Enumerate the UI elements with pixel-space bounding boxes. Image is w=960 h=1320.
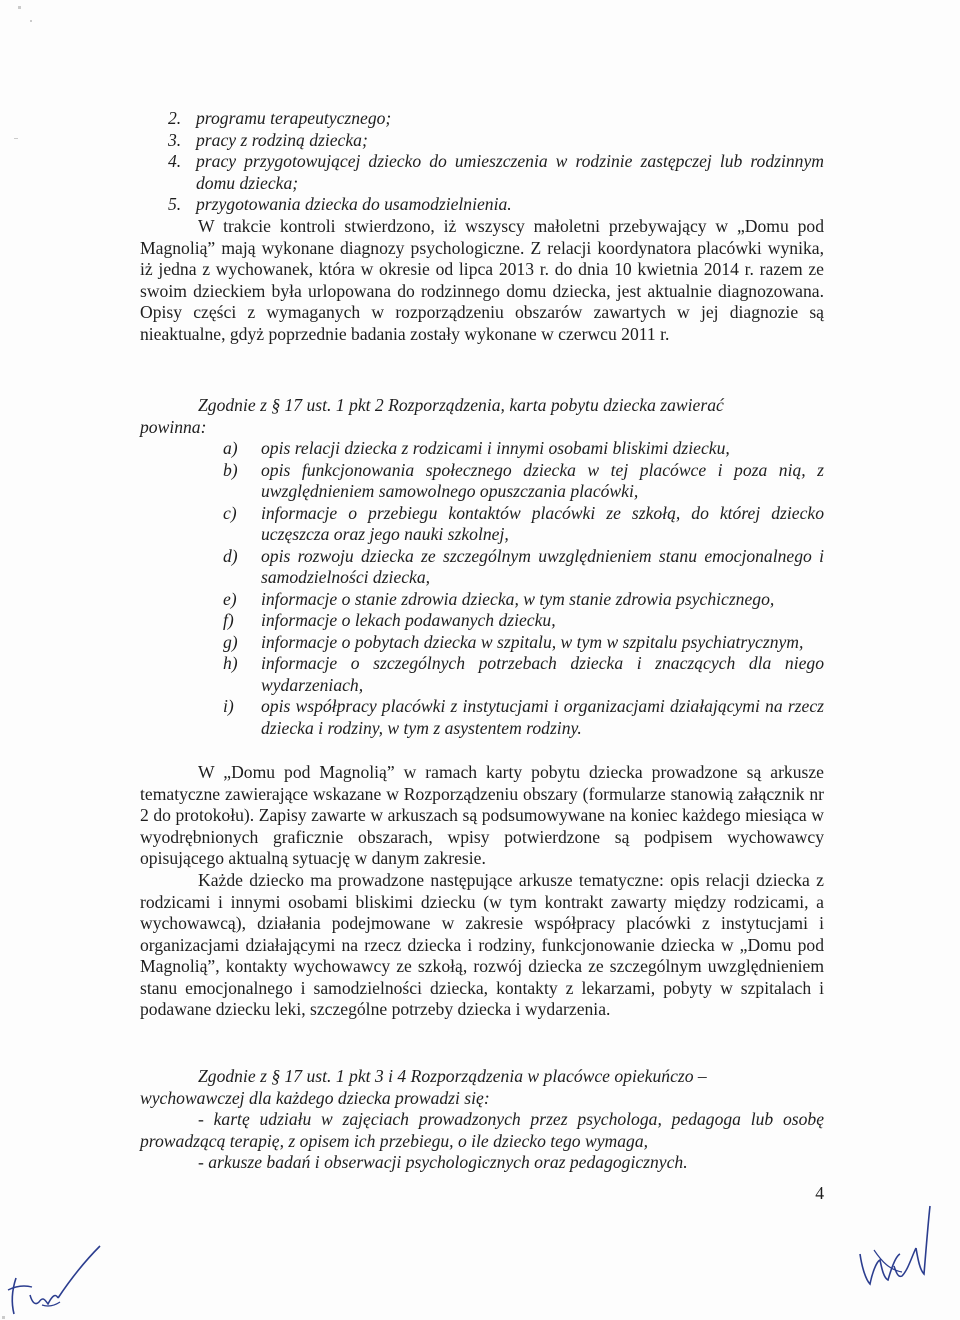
list-item — [195, 610, 824, 632]
list-item-number: 3. — [168, 129, 182, 150]
list-item-text: informacje o szczególnych potrzebach dziecka i znaczących dla niego wydarzeniach, — [261, 653, 824, 695]
handwritten-initials-right — [850, 1200, 950, 1300]
list-item — [195, 653, 824, 696]
karta-intro-line-2: powinna: — [140, 416, 207, 437]
list-item — [195, 589, 824, 611]
list-item — [168, 130, 824, 152]
karta-intro-line-1: Zgodnie z § 17 ust. 1 pkt 2 Rozporządzenia, karta pobytu dziecka zawierać — [198, 395, 724, 415]
pkt34-line-1: Zgodnie z § 17 ust. 1 pkt 3 i 4 Rozporządzenia w placówce opiekuńczo – — [198, 1066, 707, 1086]
list-item-letter: g) — [223, 631, 238, 652]
paragraph-control-findings: W trakcie kontroli stwierdzono, iż wszyscy małoletni przebywający w „Domu pod Magnolią” mają wykonane diagnozy psychologiczne. Z relacji koordynatora placówki wynika, iż jedna z wychowanek, która w okresie od lipca 2013 r. do dnia 10 kwietnia 2014 r. razem ze swoim dzieckiem była urlopowana do rodzinnego domu dziecka, jest aktualnie diagnozowana. Opisy części z wymaganych w rozporządzeniu obszarów zawartych w jej diagnozie są nieaktualne, gdyż poprzednie badania zostały wykonane w czerwcu 2011 r. — [140, 216, 824, 344]
list-item-letter: i) — [223, 696, 234, 716]
scan-speck — [18, 6, 21, 9]
list-item — [168, 194, 824, 216]
list-item — [195, 696, 824, 739]
list-item-number: 4. — [168, 151, 182, 171]
list-item — [195, 438, 824, 460]
list-item-text: programu terapeutycznego; — [196, 108, 392, 128]
list-item — [195, 460, 824, 503]
dash-item: - arkusze badań i obserwacji psychologicznych oraz pedagogicznych. — [198, 1152, 688, 1172]
list-item-letter: f) — [223, 610, 234, 630]
list-item-letter: d) — [223, 545, 238, 566]
list-item — [195, 503, 824, 546]
list-item-text: pracy z rodziną dziecka; — [196, 129, 368, 150]
list-item — [168, 151, 824, 194]
list-item-text: przygotowania dziecka do usamodzielnienia. — [196, 194, 512, 214]
page-number: 4 — [815, 1183, 824, 1203]
scan-speck — [30, 20, 32, 22]
list-item-letter: b) — [223, 459, 238, 480]
list-item — [168, 108, 824, 130]
list-item-text: opis relacji dziecka z rodzicami i innymi osobami bliskimi dziecku, — [261, 438, 730, 458]
list-item-letter: c) — [223, 502, 237, 523]
list-item-text: opis rozwoju dziecka ze szczególnym uwzględnieniem stanu emocjonalnego i samodzielności dziecka, — [261, 545, 824, 587]
list-item-text: informacje o stanie zdrowia dziecka, w tym stanie zdrowia psychicznego, — [261, 588, 775, 609]
list-item-text: opis współpracy placówki z instytucjami i organizacjami działającymi na rzecz dziecka i rodziny, w tym z asystentem rodziny. — [261, 696, 824, 738]
list-item — [195, 546, 824, 589]
dash-item: - kartę udziału w zajęciach prowadzonych przez psychologa, pedagoga lub osobę prowadzącą terapię, z opisem ich przebiegu, o ile dziecko tego wymaga, — [140, 1109, 824, 1151]
scan-speck — [14, 138, 18, 139]
paragraph-pkt-3-4 — [140, 1066, 824, 1174]
numbered-list — [168, 108, 824, 216]
paragraph-arkusze: W „Domu pod Magnolią” w ramach karty pobytu dziecka prowadzone są arkusze tematyczne zawierające wskazane w Rozporządzeniu obszary (formularze stanowią załącznik nr 2 do protokołu). Zapisy zawarte w arkuszach są podsumowywane na koniec każdego miesiąca w wyodrębnionych graficznie obszarach, wpisy potwierdzone są podpisem wychowawcy opisującego aktualną sytuację w danym zakresie. — [140, 762, 824, 868]
scan-speck — [2, 1316, 5, 1319]
list-item-text: informacje o pobytach dziecka w szpitalu, w tym w szpitalu psychiatrycznym, — [261, 631, 804, 652]
list-item-letter: e) — [223, 588, 237, 609]
paragraph-kazde-dziecko: Każde dziecko ma prowadzone następujące arkusze tematyczne: opis relacji dziecka z rodzicami i innymi osobami bliskimi dziecku (w tym kontrakt zawarty między rodzicami, a wychowawcą), działania podejmowane w zakresie współpracy placówki z instytucjami i organizacjami działającymi na rzecz dziecka i rodziny, funkcjonowanie dziecka w „Domu pod Magnolią”, kontakty wychowawcy ze szkołą, rozwój dziecka ze szczególnym uwzględnieniem stanu emocjonalnego i samodzielności dziecka, kontakty z lekarzami, pobyty w szpitalach i podawane dziecku leki, szczególne potrzeby dziecka i wydarzenia. — [140, 870, 824, 1019]
karta-requirements-list — [223, 438, 824, 739]
list-item-letter: h) — [223, 653, 238, 673]
handwritten-initials-left — [2, 1240, 112, 1320]
list-item-text: informacje o przebiegu kontaktów placówki ze szkołą, do której dziecko uczęszcza oraz jego nauki szkolnej, — [261, 502, 824, 544]
list-item-letter: a) — [223, 438, 238, 458]
pkt34-line-2: wychowawczej dla każdego dziecka prowadzi się: — [140, 1087, 490, 1108]
list-item-number: 2. — [168, 108, 182, 128]
list-item-text: informacje o lekach podawanych dziecku, — [261, 610, 556, 630]
list-item-text: opis funkcjonowania społecznego dziecka w tej placówce i poza nią, z uwzględnieniem samowolnego opuszczania placówki, — [261, 459, 824, 501]
list-item-number: 5. — [168, 194, 182, 214]
list-item-text: pracy przygotowującej dziecko do umieszczenia w rodzinie zastępczej lub rodzinnym domu dziecka; — [196, 151, 824, 193]
paragraph-karta-intro — [140, 395, 824, 438]
list-item — [195, 632, 824, 654]
